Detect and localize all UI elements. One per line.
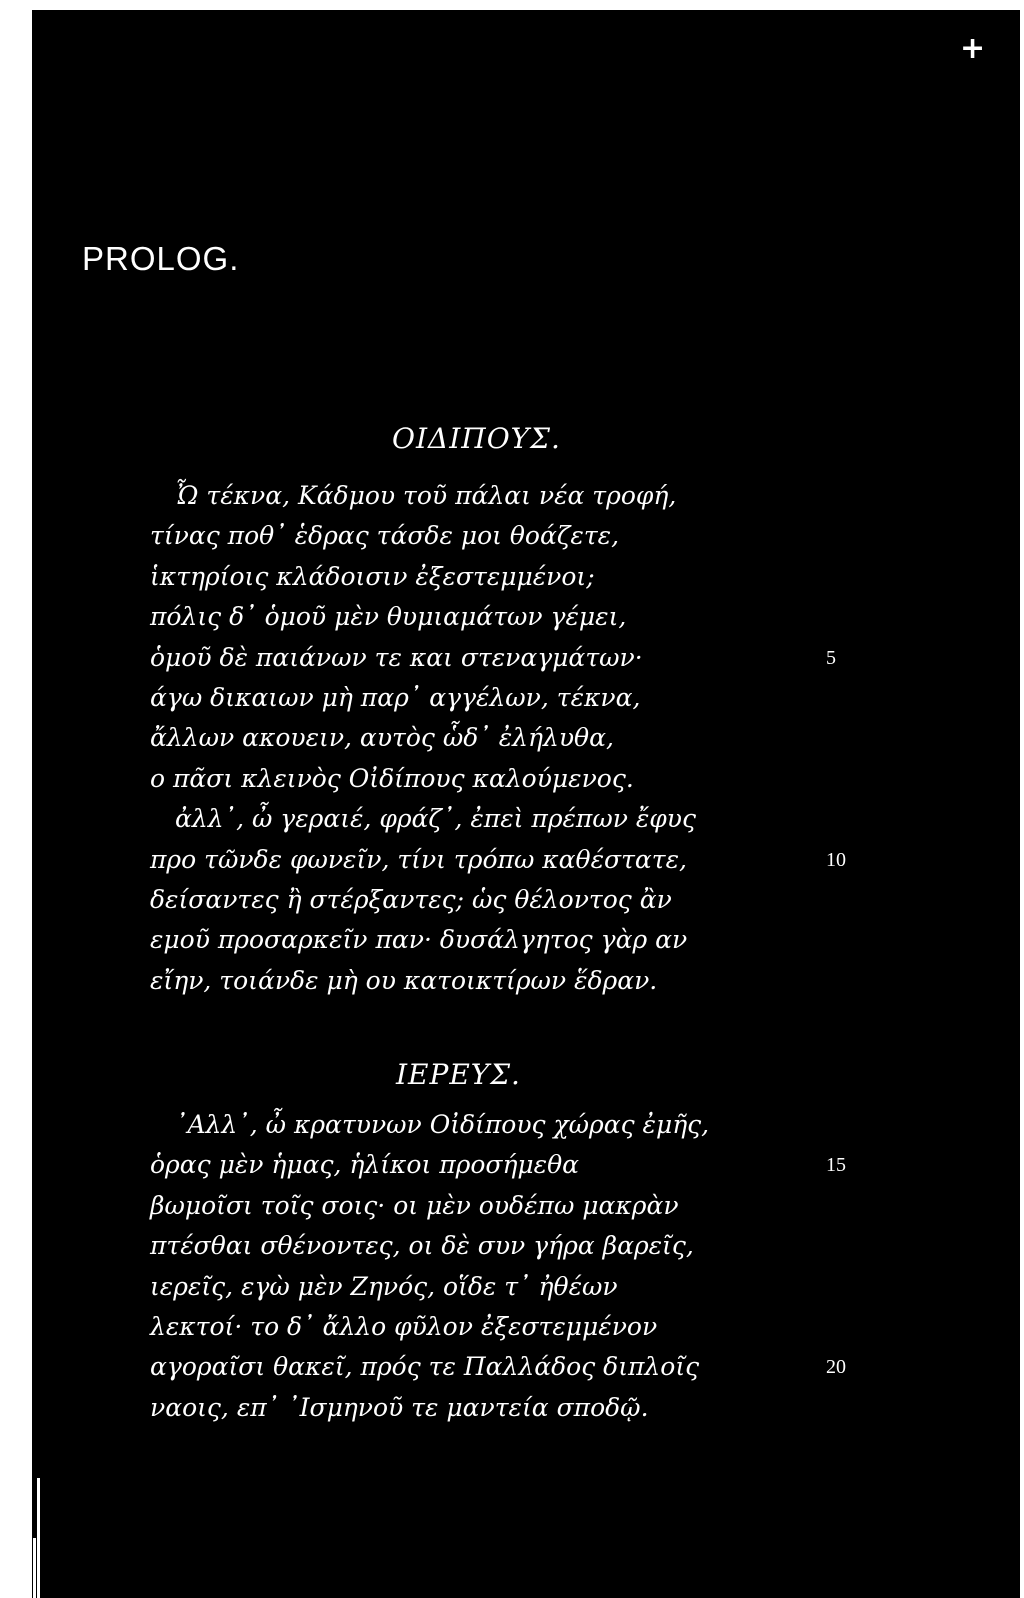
priest-speech	[150, 1105, 846, 1428]
verse-text: εἴην, τοιάνδε μὴ ου κατοικτίρων ἕδραν.	[150, 965, 658, 995]
verse-line	[150, 961, 696, 1001]
verse-line	[150, 638, 836, 678]
scan-artifact-line-small	[33, 1538, 36, 1598]
verse-text: ἱκτηρίοις κλάδοισιν ἐξεστεμμένοι;	[150, 561, 595, 591]
oedipus-speech	[150, 476, 846, 1001]
left-margin	[0, 0, 32, 1598]
verse-line	[150, 678, 696, 718]
cross-mark: +	[960, 31, 986, 66]
verse-text: ᾽Αλλ᾽, ὦ κρατυνων Οἰδίπους χώρας ἐμῆς,	[175, 1110, 710, 1139]
verse-text: άγω δικαιων μὴ παρ᾽ αγγέλων, τέκνα,	[150, 682, 641, 712]
verse-line	[150, 1307, 709, 1347]
verse-line	[150, 1388, 709, 1428]
verse-line	[150, 1226, 709, 1266]
verse-text: Ὦ τέκνα, Κάδμου τοῦ πάλαι νέα τροφή,	[175, 481, 677, 510]
verse-line	[150, 557, 696, 597]
page-heading: PROLOG.	[82, 240, 240, 277]
verse-line	[150, 799, 696, 839]
verse-line	[150, 1186, 709, 1226]
verse-text: εμοῦ προσαρκεῖν παν· δυσάλγητος γὰρ αν	[150, 925, 688, 955]
verse-line	[150, 1347, 846, 1387]
line-number: 20	[826, 1356, 846, 1379]
verse-text: πόλις δ᾽ ὁμοῦ μὲν θυμιαμάτων γέμει,	[150, 602, 627, 632]
verse-text: δείσαντες ἢ στέρξαντες; ὡς θέλοντος ἂν	[150, 884, 672, 914]
verse-line	[150, 1105, 709, 1145]
verse-line	[150, 516, 696, 556]
top-margin	[0, 0, 1024, 10]
verse-text: ναοις, επ᾽ ᾽Ισμηνοῦ τε μαντεία σποδῷ.	[150, 1392, 649, 1422]
verse-text: βωμοῖσι τοῖς σοις· οι μὲν ουδέπω μακρὰν	[150, 1190, 679, 1220]
line-number: 10	[826, 848, 846, 871]
line-number: 5	[826, 646, 836, 669]
verse-line	[150, 759, 696, 799]
verse-line	[150, 597, 696, 637]
verse-line	[150, 476, 696, 516]
verse-text: ἄλλων ακουειν, αυτὸς ὧδ᾽ ἐλήλυθα,	[150, 723, 614, 753]
verse-line	[150, 880, 696, 920]
verse-line	[150, 920, 696, 960]
line-number: 15	[826, 1154, 846, 1177]
verse-line	[150, 718, 696, 758]
verse-text: ιερεῖς, εγὼ μὲν Ζηνός, οἵδε τ᾽ ἠθέων	[150, 1271, 618, 1301]
verse-text: τίνας ποθ᾽ ἑδρας τάσδε μοι θοάζετε,	[150, 521, 620, 551]
verse-text: ἀλλ᾽, ὦ γεραιέ, φράζ᾽, ἐπεὶ πρέπων ἔφυς	[175, 804, 697, 834]
verse-line	[150, 840, 846, 880]
scan-artifact-line	[37, 1478, 40, 1598]
verse-line	[150, 1145, 846, 1185]
verse-text: ο πᾶσι κλεινὸς Οἰδίπους καλούμενος.	[150, 763, 634, 793]
verse-text: λεκτοί· το δ᾽ ἄλλο φῦλον ἐξεστεμμένον	[150, 1311, 658, 1341]
verse-text: αγοραῖσι θακεῖ, πρός τε Παλλάδος διπλοῖς	[150, 1352, 700, 1382]
verse-line	[150, 1267, 709, 1307]
verse-text: ὁμοῦ δὲ παιάνων τε και στεναγμάτων·	[150, 642, 643, 672]
verse-text: προ τῶνδε φωνεῖν, τίνι τρόπω καθέστατε,	[150, 844, 687, 874]
speaker-oedipus: ΟΙΔΙΠΟΥΣ.	[392, 422, 561, 455]
verse-text: ὁρας μὲν ἡμας, ἡλίκοι προσήμεθα	[150, 1150, 580, 1180]
speaker-priest: ΙΕΡΕΥΣ.	[396, 1058, 521, 1091]
verse-text: πτέσθαι σθένοντες, οι δὲ συν γήρα βαρεῖς,	[150, 1231, 694, 1261]
